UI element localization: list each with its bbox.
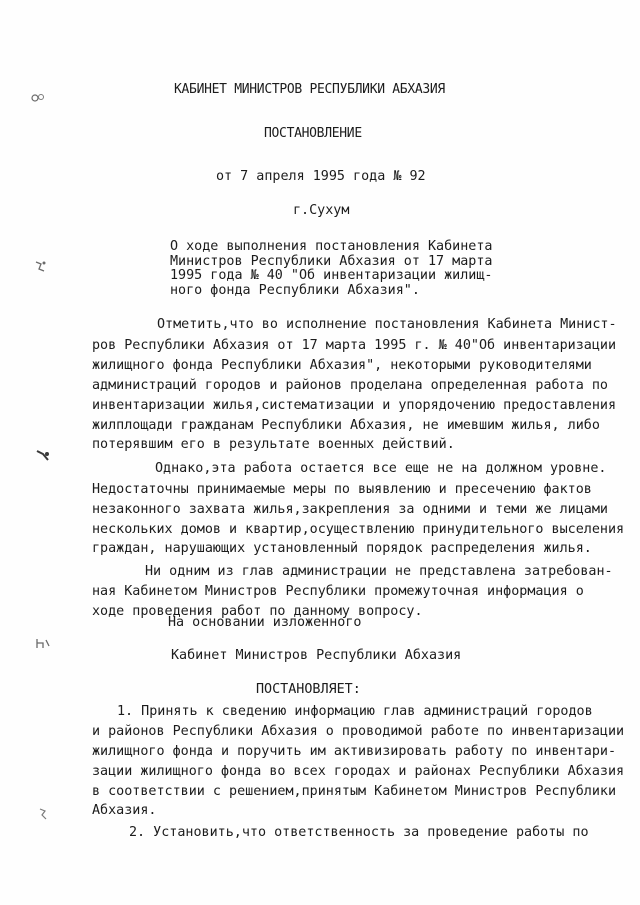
basis-line: На основании изложенного	[168, 615, 362, 630]
resolution-item-line: 1. Принять к сведению информацию глав администраций городов	[117, 704, 593, 719]
issuer-line: Кабинет Министров Республики Абхазия	[171, 648, 462, 663]
document-date: от 7 апреля 1995 года № 92	[216, 169, 426, 184]
paragraph-line: жилищного фонда Республики Абхазия", некоторыми руководителями	[92, 358, 592, 373]
subject-line: 1995 года № 40 "Об инвентаризации жилищ-	[170, 268, 493, 283]
document-type: ПОСТАНОВЛЕНИЕ	[264, 126, 362, 141]
paragraph-line: ходе проведения работ по данному вопросу.	[92, 604, 423, 619]
paragraph-line: Однако,эта работа остается все еще не на должном уровне.	[155, 461, 607, 476]
paragraph-line: ная Кабинетом Министров Республики промежуточная информация о	[92, 584, 584, 599]
resolves-heading: ПОСТАНОВЛЯЕТ:	[256, 682, 361, 697]
binder-mark-3	[34, 448, 52, 464]
resolution-item-line: Абхазия.	[92, 803, 157, 818]
binder-mark-5	[36, 806, 50, 822]
paragraph-line: ров Республики Абхазия от 17 марта 1995 г. № 40"Об инвентаризации	[92, 338, 617, 353]
paragraph-line: Ни одним из глав администрации не представлена затребован-	[145, 564, 613, 579]
paragraph-line: потерявшим его в результате военных действий.	[92, 437, 455, 452]
paragraph-line: незаконного захвата жилья,закрепления за одними и теми же лицами	[92, 502, 608, 517]
organization-title: КАБИНЕТ МИНИСТРОВ РЕСПУБЛИКИ АБХАЗИЯ	[174, 82, 445, 97]
paragraph-line: нескольких домов и квартир,осуществлению принудительного выселения	[92, 522, 625, 537]
resolution-item-line: 2. Установить,что ответственность за проведение работы по	[129, 825, 589, 840]
paragraph-line: инвентаризации жилья,систематизации и упорядочению предоставления	[92, 398, 617, 413]
paragraph-line: граждан, нарушающих установленный порядок распределения жилья.	[92, 541, 592, 556]
subject-line: ного фонда Республики Абхазия".	[170, 283, 420, 298]
resolution-item-line: и районов Республики Абхазия о проводимой работе по инвентаризации	[92, 724, 625, 739]
paragraph-line: жилплощади гражданам Республики Абхазия, не имевшим жилья, либо	[92, 418, 600, 433]
subject-line: Министров Республики Абхазия от 17 марта	[170, 254, 493, 269]
paragraph-line: Недостаточны принимаемые меры по выявлению и пресечению фактов	[92, 482, 592, 497]
resolution-item-line: зации жилищного фонда во всех городах и районах Республики Абхазия	[92, 764, 625, 779]
resolution-item-line: жилищного фонда и поручить им активизировать работу по инвентари-	[92, 744, 617, 759]
binder-mark-4	[34, 636, 52, 652]
subject-line: О ходе выполнения постановления Кабинета	[170, 239, 493, 254]
paragraph-line: Отметить,что во исполнение постановления Кабинета Минист-	[157, 317, 617, 332]
binder-mark-2	[33, 258, 49, 274]
document-city: г.Сухум	[293, 203, 350, 218]
resolution-item-line: в соответствии с решением,принятым Кабинетом Министров Республики	[92, 784, 617, 799]
binder-mark-1	[30, 90, 46, 104]
paragraph-line: администраций городов и районов проделана определенная работа по	[92, 378, 608, 393]
